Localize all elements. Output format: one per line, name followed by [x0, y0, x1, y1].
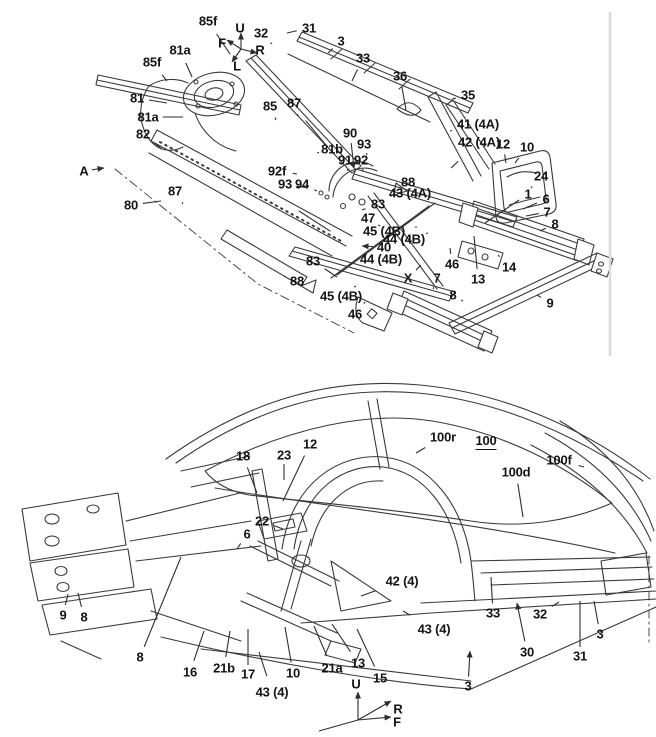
part-label-15: 15 [372, 670, 388, 686]
part-label-22: 22 [254, 513, 270, 529]
part-label-10: 10 [285, 665, 301, 681]
part-label-6: 6 [542, 191, 550, 207]
part-label-13: 13 [350, 655, 366, 671]
part-label-33: 33 [355, 50, 371, 66]
part-label-r: R [255, 42, 265, 58]
part-label-13: 13 [470, 271, 486, 287]
part-label-f: F [393, 714, 401, 730]
part-label-83: 83 [370, 196, 386, 212]
part-label-30: 30 [519, 644, 535, 660]
part-label-92: 92 [353, 152, 369, 168]
part-label-87: 87 [167, 183, 183, 199]
part-label-8: 8 [551, 216, 559, 232]
part-label-91: 91 [337, 152, 353, 168]
part-label-46: 46 [347, 306, 363, 322]
part-label-85f: 85f [198, 13, 218, 29]
part-label-44-4b: 44 (4B) [360, 251, 402, 267]
part-label-12: 12 [495, 136, 511, 152]
part-label-100r: 100r [430, 429, 456, 445]
part-label-3: 3 [337, 33, 345, 49]
part-label-81a: 81a [169, 42, 191, 58]
part-label-41-4a: 41 (4A) [457, 116, 499, 132]
part-label-x: X [403, 270, 413, 286]
part-label-l: L [233, 58, 241, 74]
part-label-45-4b: 45 (4B) [320, 288, 362, 304]
part-label-90: 90 [342, 125, 358, 141]
part-label-6: 6 [243, 526, 251, 542]
part-label-33: 33 [485, 605, 501, 621]
part-label-92f: 92f [267, 163, 287, 179]
part-label-87: 87 [286, 95, 302, 111]
part-label-31: 31 [301, 20, 317, 36]
part-label-80: 80 [123, 197, 139, 213]
part-label-8: 8 [80, 609, 88, 625]
part-label-43-4: 43 (4) [417, 621, 451, 637]
part-label-7: 7 [543, 204, 551, 220]
part-label-1: 1 [524, 186, 532, 202]
part-label-81: 81 [129, 90, 145, 106]
part-label-46: 46 [444, 256, 460, 272]
part-label-82: 82 [135, 126, 151, 142]
part-label-81b: 81b [321, 141, 343, 157]
part-label-43-4a: 43 (4A) [389, 185, 431, 201]
part-label-r: R [393, 701, 403, 717]
part-label-3: 3 [596, 626, 604, 642]
part-label-85: 85 [262, 98, 278, 114]
part-label-3: 3 [464, 678, 472, 694]
part-label-81a: 81a [137, 109, 159, 125]
part-label-44-4b: 44 (4B) [383, 231, 425, 247]
part-label-18: 18 [235, 448, 251, 464]
part-label-47: 47 [360, 210, 376, 226]
part-label-12: 12 [302, 436, 318, 452]
part-label-93: 93 [277, 176, 293, 192]
part-label-32: 32 [253, 25, 269, 41]
part-label-42-4: 42 (4) [385, 573, 419, 589]
part-label-42-4a: 42 (4A) [458, 134, 500, 150]
part-label-45-4b: 45 (4B) [363, 223, 405, 239]
part-label-8: 8 [136, 649, 144, 665]
part-label-17: 17 [240, 666, 256, 682]
part-label-8: 8 [449, 287, 457, 303]
part-label-u: U [235, 20, 245, 36]
part-label-94: 94 [294, 176, 310, 192]
part-label-93: 93 [356, 136, 372, 152]
part-label-83: 83 [305, 253, 321, 269]
part-label-9: 9 [546, 295, 554, 311]
part-label-a: A [79, 163, 89, 179]
part-label-31: 31 [572, 648, 588, 664]
part-label-f: F [218, 35, 226, 51]
part-label-16: 16 [182, 664, 198, 680]
part-label-32: 32 [532, 606, 548, 622]
part-label-21a: 21a [321, 660, 343, 676]
part-label-10: 10 [519, 139, 535, 155]
part-label-100d: 100d [501, 464, 531, 480]
part-label-85f: 85f [142, 54, 162, 70]
part-label-36: 36 [392, 68, 408, 84]
part-label-88: 88 [400, 174, 416, 190]
part-label-7: 7 [433, 270, 441, 286]
part-label-u: U [351, 676, 361, 692]
part-label-9: 9 [59, 607, 67, 623]
part-label-24: 24 [533, 168, 549, 184]
part-label-100: 100 [475, 433, 497, 448]
part-label-23: 23 [276, 447, 292, 463]
part-label-100f: 100f [546, 452, 572, 468]
part-label-88: 88 [289, 273, 305, 289]
part-label-43-4: 43 (4) [255, 684, 289, 700]
part-label-40: 40 [376, 239, 392, 255]
part-label-35: 35 [460, 87, 476, 103]
part-label-14: 14 [501, 259, 517, 275]
part-label-21b: 21b [213, 660, 235, 676]
